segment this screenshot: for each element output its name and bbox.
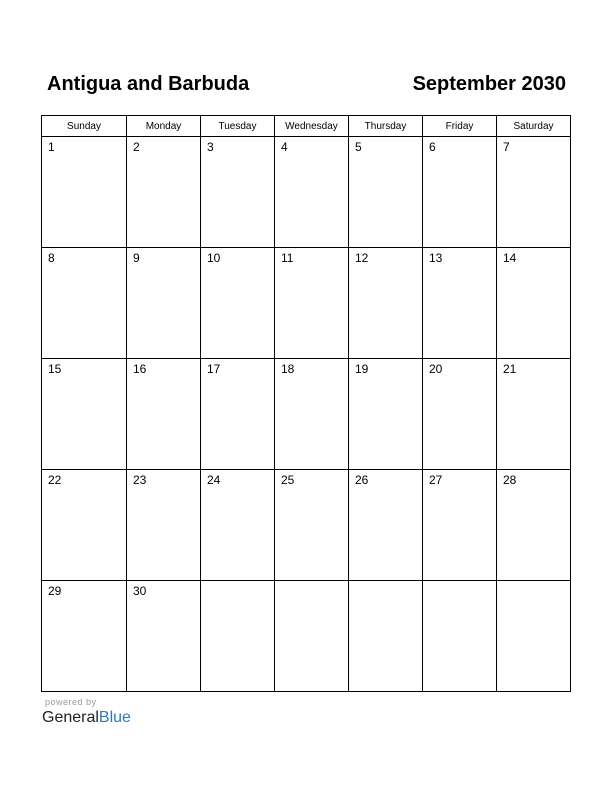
weekday-wednesday: Wednesday [275, 116, 349, 137]
day-cell [497, 470, 571, 581]
week-row [42, 470, 571, 581]
day-number: 20 [429, 362, 443, 376]
day-cell [349, 581, 423, 692]
day-number [423, 581, 496, 584]
day-cell [349, 248, 423, 359]
country-title: Antigua and Barbuda [47, 73, 250, 95]
generalblue-logo[interactable] [42, 709, 131, 727]
day-cell [423, 470, 497, 581]
day-cell [349, 359, 423, 470]
day-cell [275, 470, 349, 581]
weekday-friday: Friday [423, 116, 497, 137]
day-cell [127, 137, 201, 248]
day-cell [201, 248, 275, 359]
weekday-monday: Monday [127, 116, 201, 137]
day-cell [127, 359, 201, 470]
day-number: 29 [48, 584, 62, 598]
day-cell [275, 359, 349, 470]
brand-general-text: General [42, 709, 99, 726]
day-cell [275, 248, 349, 359]
day-cell [423, 359, 497, 470]
day-cell [349, 470, 423, 581]
day-number: 9 [133, 251, 140, 265]
day-cell [127, 248, 201, 359]
day-number: 3 [207, 140, 214, 154]
day-number: 23 [133, 473, 147, 487]
day-cell [127, 581, 201, 692]
day-cell [42, 581, 127, 692]
week-row [42, 248, 571, 359]
weekday-saturday: Saturday [497, 116, 571, 137]
day-cell [275, 137, 349, 248]
day-number: 26 [355, 473, 369, 487]
day-number [275, 581, 348, 584]
day-cell [42, 248, 127, 359]
brand-blue-text: Blue [98, 709, 131, 726]
day-number: 22 [48, 473, 62, 487]
day-number: 10 [207, 251, 221, 265]
day-number: 27 [429, 473, 443, 487]
day-number: 15 [48, 362, 62, 376]
day-cell [497, 581, 571, 692]
day-cell [201, 359, 275, 470]
day-number: 8 [48, 251, 55, 265]
calendar-grid [41, 115, 571, 692]
week-row [42, 581, 571, 692]
month-title: September 2030 [412, 73, 566, 95]
day-cell [497, 137, 571, 248]
day-number: 25 [281, 473, 295, 487]
day-cell [42, 359, 127, 470]
weekday-sunday: Sunday [42, 116, 127, 137]
day-cell [42, 470, 127, 581]
day-cell [275, 581, 349, 692]
day-number: 17 [207, 362, 221, 376]
day-number: 6 [429, 140, 436, 154]
day-cell [201, 581, 275, 692]
day-number: 19 [355, 362, 369, 376]
day-number: 28 [503, 473, 517, 487]
day-number: 14 [503, 251, 517, 265]
weekday-thursday: Thursday [349, 116, 423, 137]
day-number: 21 [503, 362, 517, 376]
day-cell [201, 137, 275, 248]
day-number: 4 [281, 140, 288, 154]
day-cell [42, 137, 127, 248]
day-number: 18 [281, 362, 295, 376]
day-cell [423, 137, 497, 248]
day-cell [127, 470, 201, 581]
day-number: 2 [133, 140, 140, 154]
day-cell [201, 470, 275, 581]
day-cell [497, 359, 571, 470]
weekday-tuesday: Tuesday [201, 116, 275, 137]
day-cell [349, 137, 423, 248]
day-cell [423, 581, 497, 692]
day-number: 5 [355, 140, 362, 154]
day-number: 7 [503, 140, 510, 154]
powered-by-label: powered by [45, 697, 97, 707]
day-number: 24 [207, 473, 221, 487]
weekday-header-row [42, 116, 571, 137]
day-number: 16 [133, 362, 147, 376]
day-number [497, 581, 570, 584]
day-number: 1 [48, 140, 55, 154]
day-number: 12 [355, 251, 369, 265]
day-number [349, 581, 422, 584]
day-cell [497, 248, 571, 359]
day-number: 13 [429, 251, 443, 265]
day-number [201, 581, 274, 584]
week-row [42, 359, 571, 470]
day-number: 30 [133, 584, 147, 598]
day-cell [423, 248, 497, 359]
week-row [42, 137, 571, 248]
day-number: 11 [281, 251, 294, 265]
